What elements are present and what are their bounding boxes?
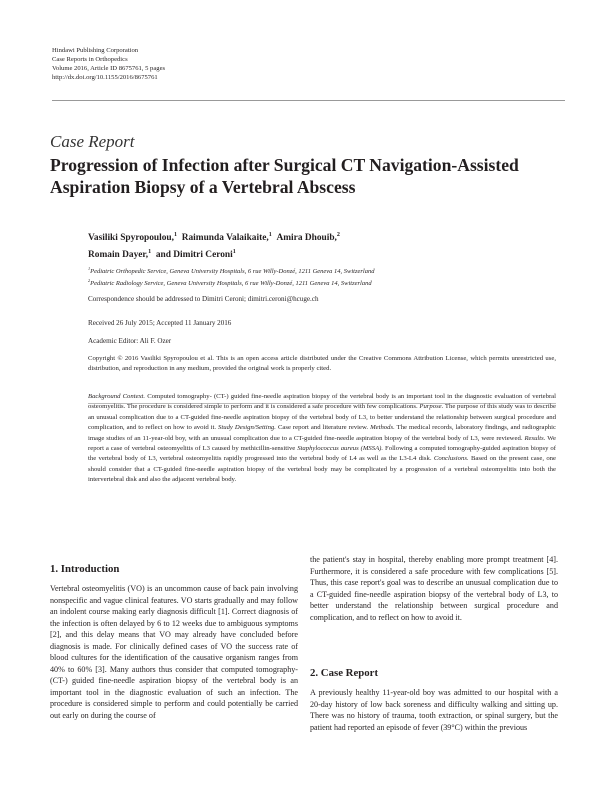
publisher-name: Hindawi Publishing Corporation: [52, 47, 139, 54]
affiliation: $^1$Pediatric Orthopedic Service, Geneva University Hospitals, 6 rue Willy-Donzé, 1211 Geneva 14, Switzerland: [88, 265, 375, 275]
abstract-label-purpose: Purpose.: [419, 403, 444, 411]
abstract-label-conclusions: Conclusions.: [433, 455, 469, 463]
journal-name: Case Reports in Orthopedics: [52, 56, 128, 63]
publisher-header: [52, 46, 165, 82]
abstract-label-design: Study Design/Setting.: [218, 424, 276, 432]
author: Vasiliki Spyropoulou,$^1$: [88, 231, 178, 243]
article-title: Progression of Infection after Surgical CT Navigation-Assisted Aspiration Biopsy of a Vertebral Abscess: [50, 155, 519, 197]
author: Romain Dayer,$^1$: [88, 248, 152, 260]
received-dates: Received 26 July 2015; Accepted 11 January 2016: [88, 319, 232, 327]
affiliation: $^2$Pediatric Radiology Service, Geneva University Hospitals, 6 rue Willy-Donzé, 1211 Geneva 14, Switzerland: [88, 277, 372, 287]
header-divider: [52, 100, 565, 101]
affiliations: [88, 266, 558, 289]
organism-name: Staphylococcus aureus (MSSA).: [297, 445, 384, 453]
author-list: [88, 230, 558, 264]
academic-editor: Academic Editor: Ali F. Ozer: [88, 337, 172, 345]
case-report-text: A previously healthy 11-year-old boy was admitted to our hospital with a 20-day history of low back soreness and difficulty walking and sitting up. There was no history of trauma, tooth extraction, or spinal surgery, but the patient had reported an episode of fever (39°C) within the previous: [310, 688, 558, 732]
author: Amira Dhouib,$^2$: [276, 231, 340, 243]
introduction-text-continued: the patient's stay in hospital, thereby enabling more prompt treatment [4]. Furthermore, it is considered a safe procedure with few complications [5]. Thus, this case report's goal was to describe an unusual complication due to a CT-guided fine-needle aspiration biopsy of the vertebral body of L3, to better understand the relationship between surgical procedure and complication, and to reflect on how to avoid it.: [310, 555, 558, 622]
abstract-label-background: Background Context.: [88, 393, 146, 400]
correspondence: Correspondence should be addressed to Dimitri Ceroni; dimitri.ceroni@hcuge.ch: [88, 295, 319, 303]
section-heading-introduction: 1. Introduction: [50, 563, 120, 575]
author: and Dimitri Ceroni$^1$: [155, 248, 236, 260]
doi-link[interactable]: http://dx.doi.org/10.1155/2016/8675761: [52, 74, 158, 81]
introduction-text: Vertebral osteomyelitis (VO) is an uncommon cause of back pain involving nonspecific and vague clinical features. VO starts gradually and may follow an indolent course making early diagnosis difficult [1]. Correct diagnosis of the infection is often delayed by 6 to 12 weeks due to ambiguous symptoms [2], and this delay means that VO may already have concluded before diagnosis is made. For clinically defined cases of VO the success rate of blood cultures for the identification of the causative organism ranges from 40% to 60% [3]. Many authors thus consider that computed tomography- (CT-) guided fine-needle aspiration biopsy of the vertebral body is an important tool in the diagnostic evaluation of such an infection. The procedure is considered simple to perform and could potentially be carried out early on during the course of: [50, 584, 298, 720]
abstract-label-methods: Methods.: [370, 424, 395, 432]
abstract-label-results: Results.: [524, 434, 546, 442]
volume-line: Volume 2016, Article ID 8675761, 5 pages: [52, 65, 166, 72]
author: Raimunda Valaikaite,$^1$: [181, 231, 272, 243]
section-heading-case-report: 2. Case Report: [310, 667, 379, 679]
article-type: Case Report: [50, 132, 135, 151]
abstract: Background Context. Computed tomography- (CT-) guided fine-needle aspiration biopsy of the vertebral body is an important tool in the diagnostic evaluation of vertebral osteomyelitis. The procedure is considered simple to perform and it is considered a safe procedure with few complications. Purpose. The purpose of this study was to describe an unusual complication due to a CT-guided fine-needle aspiration biopsy of the vertebral body of L3, to better understand the relationship between surgical procedure and complication, and to reflect on how to avoid it. Study Design/Setting. Case report and literature review. Methods. The medical records, laboratory findings, and radiographic image studies of an 11-year-old boy, with an unusual complication due to a CT-guided fine-needle aspiration biopsy of the vertebral body of L3, were reviewed. Results. We report a case of vertebral osteomyelitis of L3 caused by methicillin-sensitive Staphylococcus aureus (MSSA). Following a computed tomography-guided aspiration biopsy of the vertebral body of L3, vertebral osteomyelitis rapidly progressed into the vertebral body of L4 as well as the L3-L4 disk. Conclusions. Based on the present case, one should consider that a CT-guided fine-needle aspiration biopsy of the vertebral body may be complicated by a progression of a vertebral osteomyelitis into both the intervertebral disk and also the adjacent vertebral body.: [88, 393, 556, 484]
copyright-notice: Copyright © 2016 Vasiliki Spyropoulou et al. This is an open access article distributed under the Creative Commons Attribution License, which permits unrestricted use, distribution, and reproduction in any medium, provided the original work is properly cited.: [88, 355, 556, 373]
